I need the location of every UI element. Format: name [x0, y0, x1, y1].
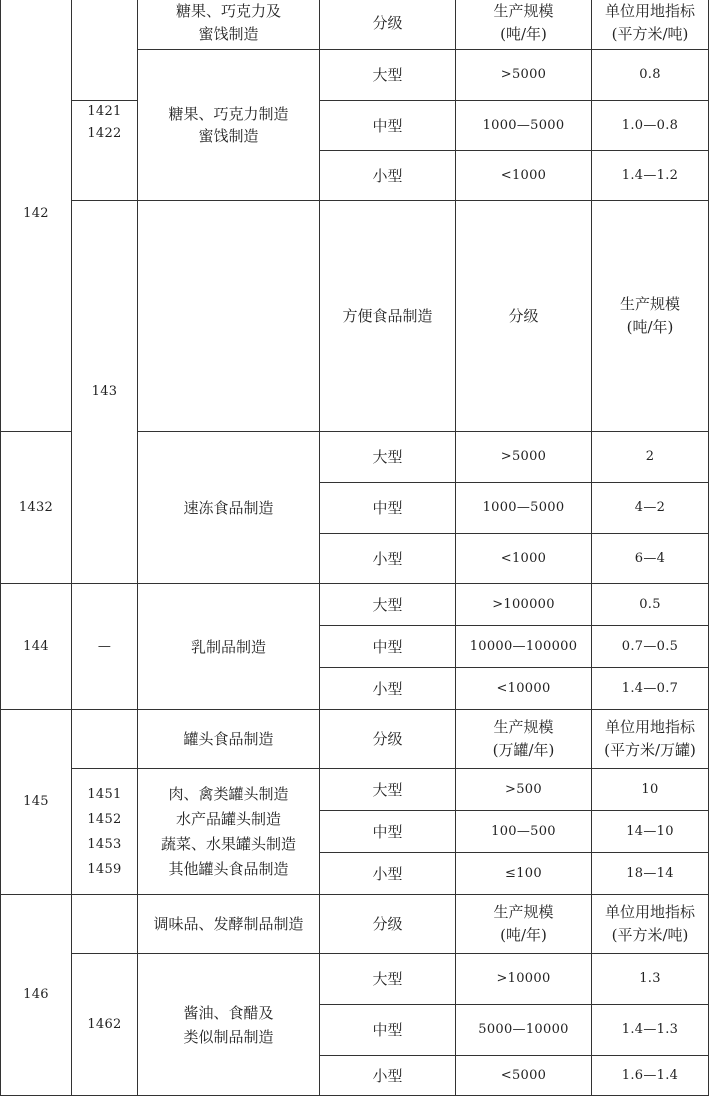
subcode-cell: [72, 895, 138, 954]
grade-header: 分级: [320, 0, 456, 50]
category-header-name: 糖果、巧克力及 蜜饯制造: [138, 0, 320, 50]
grade-cell: 大型: [320, 584, 456, 626]
table-row: [1, 101, 709, 151]
index-cell: 1.0—0.8: [592, 101, 709, 151]
table-row: [1, 584, 709, 626]
index-header: 单位用地指标 (平方米/吨): [592, 895, 709, 954]
subcode-cell: 1451 1452 1453 1459: [72, 769, 138, 895]
grade-cell: 大型: [320, 769, 456, 811]
grade-cell: 小型: [320, 1056, 456, 1096]
index-cell: 1.6—1.4: [592, 1056, 709, 1096]
subcode-cell: [72, 0, 138, 101]
grade-cell: 大型: [320, 50, 456, 101]
scale-cell: 10000—100000: [456, 626, 592, 668]
category-code: 145: [1, 710, 72, 895]
category-name: 乳制品制造: [138, 584, 320, 710]
scale-cell: <1000: [456, 534, 592, 584]
grade-cell: 大型: [320, 954, 456, 1005]
grade-header: 分级: [320, 895, 456, 954]
index-cell: 0.8: [592, 50, 709, 101]
index-cell: 10: [592, 769, 709, 811]
category-name: 糖果、巧克力制造 蜜饯制造: [138, 50, 320, 201]
grade-cell: 中型: [320, 626, 456, 668]
grade-cell: 中型: [320, 1005, 456, 1056]
index-header: 单位用地指标 (平方米/吨): [592, 0, 709, 50]
subcode-cell: —: [72, 584, 138, 710]
scale-cell: >10000: [456, 954, 592, 1005]
index-cell: 1.4—1.2: [592, 151, 709, 201]
category-code: 144: [1, 584, 72, 710]
grade-cell: 大型: [320, 432, 456, 483]
grade-cell: 小型: [320, 151, 456, 201]
grade-cell: 小型: [320, 534, 456, 584]
category-code: 146: [1, 895, 72, 1096]
scale-cell: 100—500: [456, 811, 592, 853]
category-code: 142: [1, 0, 72, 432]
scale-cell: <10000: [456, 668, 592, 710]
index-header: 单位用地指标 (平方米/万罐): [592, 710, 709, 769]
table-row: [1, 710, 709, 769]
scale-cell: ≤100: [456, 853, 592, 895]
scale-header: 生产规模 (吨/年): [592, 201, 709, 432]
category-name: 酱油、食醋及 类似制品制造: [138, 954, 320, 1096]
scale-cell: >500: [456, 769, 592, 811]
table-row: [1, 769, 709, 811]
index-cell: 1.3: [592, 954, 709, 1005]
table-row: [1, 0, 709, 50]
index-cell: 14—10: [592, 811, 709, 853]
scale-header: 生产规模 (吨/年): [456, 895, 592, 954]
category-header-name: 调味品、发酵制品制造: [138, 895, 320, 954]
scale-cell: 1000—5000: [456, 101, 592, 151]
grade-header: 分级: [320, 710, 456, 769]
scale-cell: >100000: [456, 584, 592, 626]
index-cell: 0.5: [592, 584, 709, 626]
category-name: 速冻食品制造: [138, 432, 320, 584]
subcode-cell: [138, 201, 320, 432]
category-name: 肉、禽类罐头制造 水产品罐头制造 蔬菜、水果罐头制造 其他罐头食品制造: [138, 769, 320, 895]
index-cell: 1.4—0.7: [592, 668, 709, 710]
grade-cell: 小型: [320, 668, 456, 710]
subcode-cell: 1432: [1, 432, 72, 584]
subcode-cell: 1462: [72, 954, 138, 1096]
scale-cell: <5000: [456, 1056, 592, 1096]
index-cell: 1.4—1.3: [592, 1005, 709, 1056]
category-header-name: 罐头食品制造: [138, 710, 320, 769]
grade-cell: 小型: [320, 853, 456, 895]
grade-cell: 中型: [320, 101, 456, 151]
table-row: [1, 201, 709, 432]
subcode-cell: [72, 710, 138, 769]
scale-cell: >5000: [456, 50, 592, 101]
grade-header: 分级: [456, 201, 592, 432]
index-cell: 6—4: [592, 534, 709, 584]
index-cell: 18—14: [592, 853, 709, 895]
category-header-name: 方便食品制造: [320, 201, 456, 432]
scale-cell: <1000: [456, 151, 592, 201]
category-code: 143: [72, 201, 138, 584]
index-cell: 4—2: [592, 483, 709, 534]
scale-header: 生产规模 (万罐/年): [456, 710, 592, 769]
grade-cell: 中型: [320, 483, 456, 534]
subcode-cell: 1421 1422: [72, 101, 138, 201]
scale-cell: >5000: [456, 432, 592, 483]
scale-cell: 1000—5000: [456, 483, 592, 534]
index-cell: 2: [592, 432, 709, 483]
table-row: [1, 895, 709, 954]
table-row: [1, 954, 709, 1005]
index-cell: 0.7—0.5: [592, 626, 709, 668]
scale-cell: 5000—10000: [456, 1005, 592, 1056]
grade-cell: 中型: [320, 811, 456, 853]
scale-header: 生产规模 (吨/年): [456, 0, 592, 50]
